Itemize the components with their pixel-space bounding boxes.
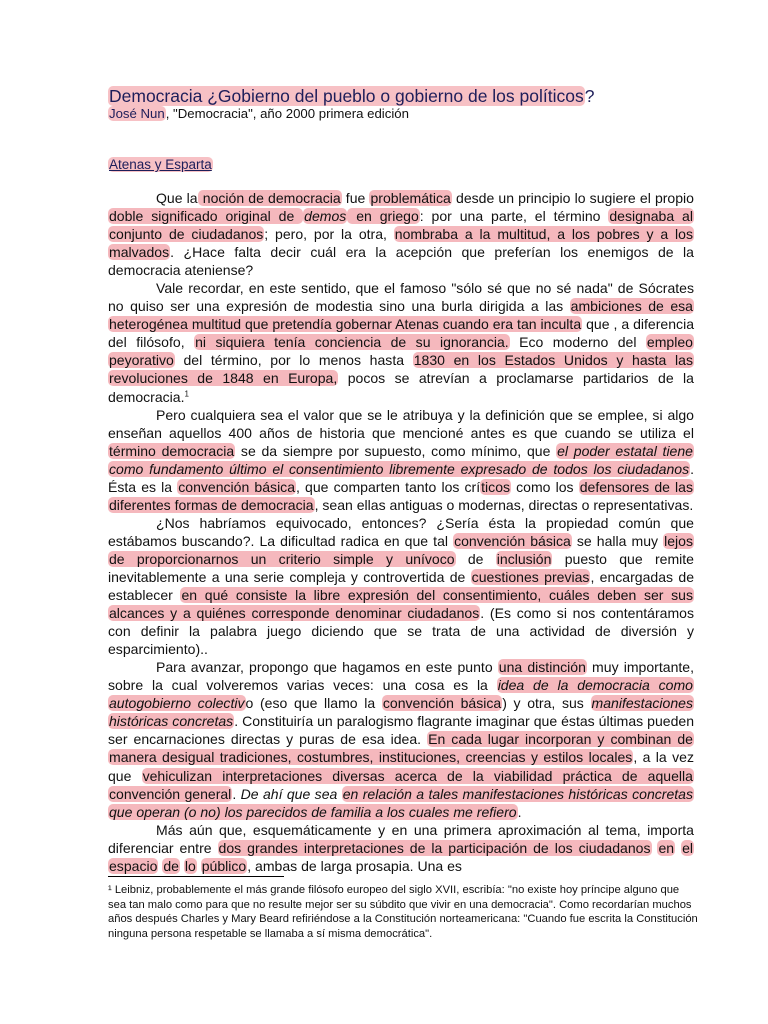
highlighted-text: 1830 en los Estados Unidos y hasta las revoluciones de 1848 en Europa, [109, 352, 693, 387]
highlighted-text: doble significado original de [109, 208, 303, 225]
text-run: , ambas de larga prosapia. Una es [247, 857, 462, 874]
highlighted-text: el poder estatal tiene como fundamento último el consentimiento libremente expresado de todos los ciudadanos [109, 442, 693, 477]
text-run: . [517, 803, 522, 820]
highlighted-text: en griego [348, 208, 419, 225]
highlighted-text: lejos de proporcionarnos un criterio simple y unívoco [109, 532, 693, 567]
text-run: Pero cualquiera sea el valor que se le atribuya y la definición que se emplee, si algo enseñan aquellos 400 años de historia que mencioné antes es que cuando se utiliza el [108, 406, 694, 441]
paragraph [108, 189, 694, 279]
highlighted-text: cuestiones previas [471, 568, 590, 585]
title-question-mark: ? [584, 86, 595, 106]
text-run: desde un principio lo sugiere el propio [451, 190, 694, 206]
highlighted-text: ticos [481, 478, 511, 495]
text-run: del término, por lo menos hasta [174, 352, 413, 369]
text-run: Vale recordar, en este sentido, que el famoso "sólo sé que no sé nada" de Sócrates no quiso ser una expresión de modestia sino una burla dirigida a las [108, 280, 694, 315]
text-run: ; pero, por la otra, [264, 226, 394, 243]
highlighted-text: en qué consiste la libre expresión del consentimiento, cuáles deben ser sus alcances y a quiénes corresponde denominar ciudadanos [109, 587, 693, 622]
author-name: José Nun [109, 106, 165, 121]
footnote-reference: 1 [184, 388, 189, 398]
text-run: se halla muy [571, 532, 664, 549]
text-run: Eco moderno del [509, 334, 646, 351]
text-run: . [232, 785, 241, 802]
subtitle-rest: , "Democracia", año 2000 primera edición [165, 106, 409, 121]
document-title [108, 86, 594, 107]
text-run: , que comparten tanto los [296, 478, 465, 495]
highlighted-text: dos grandes interpretaciones de la participación de los ciudadanos [218, 839, 651, 856]
text-run: crí [464, 478, 481, 495]
text-run: Que la [156, 190, 198, 206]
highlighted-text: demos [304, 208, 347, 225]
text-run: muy importante, sobre la cual volveremos varias veces: una cosa es la [108, 659, 694, 694]
highlighted-text: designaba al conjunto de ciudadanos [109, 208, 693, 243]
highlighted-text: empleo peyorativo [109, 334, 693, 369]
footnote-separator [108, 876, 284, 877]
section-heading-text: Atenas y Esparta [109, 157, 212, 172]
highlighted-text: problemática [370, 190, 451, 206]
text-run: ¿Nos habríamos equivocado, entonces? ¿Sería ésta la propiedad común que estábamos buscando?. La dificultad radica en que tal [108, 514, 694, 549]
text-run: De ahí que sea [240, 785, 342, 802]
highlighted-text: inclusión [496, 550, 552, 567]
highlighted-text: lo [184, 857, 196, 874]
title-highlight: Democracia ¿Gobierno del pueblo o gobierno de los políticos [109, 86, 584, 106]
text-run: . Ésta es la [108, 460, 694, 495]
text-run: pocos se atrevían a proclamarse partidarios de la democracia. [108, 370, 694, 405]
body-text [108, 189, 694, 875]
text-run: ) y otra, sus [502, 695, 591, 712]
highlighted-text: ni siquiera tenía conciencia de su ignorancia. [195, 334, 509, 351]
text-run: Más aún que, esquemáticamente y en una primera aproximación al tema, importa diferenciar entre [108, 821, 694, 856]
highlighted-text: En cada lugar incorporan y combinan de manera desigual tradiciones, costumbres, instituciones, creencias y estilos locales [109, 731, 693, 766]
paragraph [108, 514, 694, 658]
highlighted-text: convención básica [178, 478, 296, 495]
text-run: como los [511, 478, 579, 495]
highlighted-text: convención básica [382, 695, 502, 712]
highlighted-text: público [201, 857, 247, 874]
section-heading [108, 157, 213, 172]
highlighted-text: una distinción [498, 659, 586, 676]
highlighted-text: manifestaciones históricas concretas [109, 695, 694, 730]
text-run: , a la vez que [108, 749, 694, 784]
highlighted-text: de [163, 857, 179, 874]
highlighted-text: vehiculizan interpretaciones diversas acerca de la viabilidad práctica de aquella convención general [109, 767, 693, 802]
document-subtitle [108, 106, 409, 121]
text-run: . (Es como si nos contentáramos con definir la palabra juego diciendo que se trata de una actividad de diversión y esparcimiento).. [108, 605, 694, 658]
highlighted-text: nombraba a la multitud, a los pobres y a los malvados [109, 226, 693, 261]
paragraph [108, 279, 694, 405]
paragraph [108, 406, 694, 514]
paragraph [108, 658, 694, 820]
text-run: puesto que remite inevitablemente a una serie compleja y controvertida de [108, 550, 694, 585]
text-run: de [455, 550, 496, 567]
highlighted-text: ambiciones de esa heterogénea multitud que pretendía gobernar Atenas cuando era tan inculta [109, 298, 693, 333]
text-run: que , a diferencia del filósofo, [108, 316, 695, 351]
highlighted-text: convención básica [454, 532, 571, 549]
text-run: fue [341, 190, 370, 206]
highlighted-text: el [682, 839, 693, 856]
text-run: . Constituiría un paralogismo flagrante imaginar que éstas últimas pueden ser encarnaciones directas y puras de esa idea. [108, 713, 695, 748]
footnote: ¹ Leibniz, probablemente el más grande filósofo europeo del siglo XVII, escribía: "no existe hoy príncipe alguno que sea tan malo como para que no resulte mejor ser su súbdito que vivir en una democracia". Como recordarían muchos años después Charles y Mary Beard refiriéndose a la Constitución norteamericana: "Cuando fue escrita la Constitución ninguna persona respetable se llamaba a sí misma democrática". [108, 884, 698, 940]
text-run: : por una parte, el término [419, 208, 609, 225]
text-run: . ¿Hace falta decir cuál era la acepción que preferían los enemigos de la democracia ateniense? [108, 244, 694, 279]
text-run: Para avanzar, propongo que hagamos en este punto [156, 659, 498, 676]
paragraph [108, 821, 694, 875]
highlighted-text: en relación a tales manifestaciones históricas concretas que operan (o no) los parecidos de familia a los cuales me refiero [109, 785, 694, 820]
highlighted-text: en [658, 839, 675, 856]
highlighted-text: defensores de las diferentes formas de democracia [109, 478, 694, 513]
highlighted-text: noción de democracia [198, 190, 341, 206]
highlighted-text: espacio [109, 857, 158, 874]
text-run: o (eso que llamo la [245, 695, 382, 712]
text-run: se da siempre por supuesto, como mínimo, que [235, 442, 557, 459]
highlighted-text: término democracia [109, 442, 235, 459]
highlighted-text: idea de la democracia como autogobierno colectiv [109, 677, 693, 712]
text-run: , sean ellas antiguas o modernas, directas o representativas. [314, 496, 694, 513]
text-run: , encargadas de establecer [108, 568, 695, 604]
